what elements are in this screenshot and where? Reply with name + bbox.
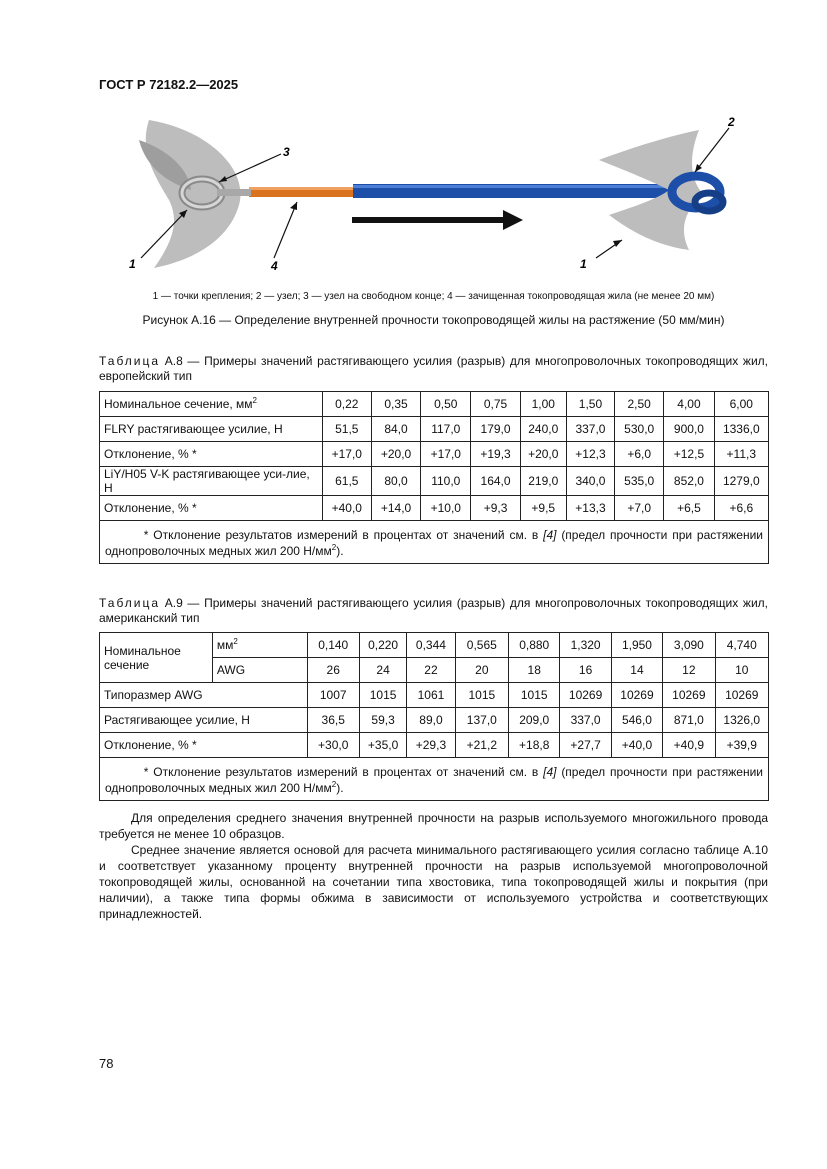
- table-row: [100, 633, 769, 658]
- table-cell: +9,5: [520, 496, 566, 521]
- table-cell: 1326,0: [715, 708, 768, 733]
- table-cell: 179,0: [471, 417, 520, 442]
- note-sup: 2: [331, 543, 337, 552]
- table-cell: 26: [307, 658, 359, 683]
- table-cell: 2,50: [615, 392, 664, 417]
- table-a9: [99, 632, 769, 801]
- table-row: [100, 442, 769, 467]
- table-cell: 0,140: [307, 633, 359, 658]
- table-cell: +6,0: [615, 442, 664, 467]
- table-cell: +27,7: [560, 733, 611, 758]
- table-cell: 14: [611, 658, 662, 683]
- table-cell: 1,950: [611, 633, 662, 658]
- row-label: [100, 417, 323, 442]
- row-label: [100, 442, 323, 467]
- row-label: [100, 467, 323, 496]
- table-cell: 1,00: [520, 392, 566, 417]
- table-cell: 0,565: [455, 633, 508, 658]
- table-cell: +17,0: [322, 442, 371, 467]
- table-cell: 0,880: [509, 633, 560, 658]
- table-cell: 337,0: [560, 708, 611, 733]
- table-cell: 89,0: [407, 708, 455, 733]
- table-cell: 530,0: [615, 417, 664, 442]
- table-cell: +12,3: [566, 442, 614, 467]
- table-cell: 546,0: [611, 708, 662, 733]
- table-cell: 535,0: [615, 467, 664, 496]
- table-row: [100, 467, 769, 496]
- table-cell: 3,090: [663, 633, 715, 658]
- table-a8: [99, 391, 769, 564]
- unit-mm: мм: [216, 638, 234, 652]
- table-cell: 10: [715, 658, 768, 683]
- table-cell: +29,3: [407, 733, 455, 758]
- table-row: [100, 417, 769, 442]
- body-paragraph-2: Среднее значение является основой для расчета минимального растягивающего усилия согласно таблице А.10 и соответствует указанному проценту внутренней прочности на разрыв используемой многопроволочной токопроводящей жилы, основанной на сочетании типа хвостовика, типа токопроводящей жилы и покрытия (при наличии), а также типа формы обжима в зависимости от используемого устройства и соответствующих принадлежностей.: [99, 843, 768, 921]
- table-cell: 0,50: [421, 392, 471, 417]
- table-cell: +17,0: [421, 442, 471, 467]
- row-label-text: FLRY растягивающее усилие, Н: [104, 422, 283, 436]
- table-cell: 18: [509, 658, 560, 683]
- table-cell: 22: [407, 658, 455, 683]
- table-note: [100, 758, 769, 801]
- table-cell: 59,3: [359, 708, 406, 733]
- unit-awg: AWG: [212, 658, 307, 683]
- table-a9-caption: [99, 596, 768, 626]
- table-cell: 0,75: [471, 392, 520, 417]
- table-word: Таблица: [99, 596, 161, 610]
- table-cell: +35,0: [359, 733, 406, 758]
- unit-mm-cell: [212, 633, 307, 658]
- table-cell: 0,35: [371, 392, 420, 417]
- table-note: [100, 521, 769, 564]
- table-cell: 36,5: [307, 708, 359, 733]
- table-row: [100, 733, 769, 758]
- table-cell: 137,0: [455, 708, 508, 733]
- table-cell: 1007: [307, 683, 359, 708]
- table-cell: +13,3: [566, 496, 614, 521]
- table-cell: +39,9: [715, 733, 768, 758]
- table-cell: 337,0: [566, 417, 614, 442]
- table-cell: +14,0: [371, 496, 420, 521]
- table-cell: 84,0: [371, 417, 420, 442]
- table-row: [100, 496, 769, 521]
- table-cell: +10,0: [421, 496, 471, 521]
- row-label: Типоразмер AWG: [100, 683, 308, 708]
- row-label: [100, 392, 323, 417]
- table-row: [100, 392, 769, 417]
- table-cell: +20,0: [371, 442, 420, 467]
- table-cell: +21,2: [455, 733, 508, 758]
- row-label-sup: 2: [252, 396, 257, 405]
- table-cell: +18,8: [509, 733, 560, 758]
- table-cell: 1015: [509, 683, 560, 708]
- table-a8-caption: [99, 354, 768, 384]
- table-row: [100, 708, 769, 733]
- table-cell: 209,0: [509, 708, 560, 733]
- table-cell: +6,6: [714, 496, 768, 521]
- table-cell: 10269: [715, 683, 768, 708]
- table-cell: +11,3: [714, 442, 768, 467]
- table-cell: +12,5: [664, 442, 714, 467]
- table-cell: +40,9: [663, 733, 715, 758]
- pull-direction-arrow: [352, 217, 507, 223]
- note-text: (предел прочности при растяжении однопроволочных медных жил 200 Н/мм: [105, 765, 764, 795]
- table-cell: 10269: [663, 683, 715, 708]
- note-text: * Отклонение результатов измерений в процентах от значений см. в: [143, 765, 544, 779]
- table-cell: 0,220: [359, 633, 406, 658]
- table-cell: 61,5: [322, 467, 371, 496]
- callout-3: 3: [283, 145, 290, 159]
- row-label: Отклонение, % *: [100, 733, 308, 758]
- table-cell: +6,5: [664, 496, 714, 521]
- table-cell: +20,0: [520, 442, 566, 467]
- table-cell: 871,0: [663, 708, 715, 733]
- table-cell: +9,3: [471, 496, 520, 521]
- note-reference: [4]: [543, 765, 557, 779]
- note-text: (предел прочности при растяжении однопроволочных медных жил 200 Н/мм: [105, 528, 764, 558]
- table-word: Таблица: [99, 354, 161, 368]
- table-cell: 219,0: [520, 467, 566, 496]
- note-text: ).: [336, 781, 344, 795]
- table-cell: 12: [663, 658, 715, 683]
- table-cell: 80,0: [371, 467, 420, 496]
- table-a9-caption-text: А.9 — Примеры значений растягивающего усилия (разрыв) для многопроволочных токопроводящих жил, американский тип: [99, 596, 768, 625]
- row-label: [100, 496, 323, 521]
- table-cell: 4,740: [715, 633, 768, 658]
- table-cell: 10269: [611, 683, 662, 708]
- table-row: [100, 683, 769, 708]
- core-stub: [217, 189, 251, 196]
- nominal-section-label: Номинальное сечение: [100, 633, 213, 683]
- table-cell: 340,0: [566, 467, 614, 496]
- callout-1-left: 1: [129, 257, 136, 271]
- table-cell: 1061: [407, 683, 455, 708]
- tensile-test-figure: [99, 110, 769, 285]
- table-cell: 900,0: [664, 417, 714, 442]
- table-cell: 6,00: [714, 392, 768, 417]
- table-cell: 51,5: [322, 417, 371, 442]
- table-cell: 4,00: [664, 392, 714, 417]
- table-cell: 1015: [455, 683, 508, 708]
- row-label-text: Отклонение, % *: [104, 501, 197, 515]
- document-code: ГОСТ Р 72182.2—2025: [99, 77, 239, 92]
- table-cell: 20: [455, 658, 508, 683]
- callout-1-right: 1: [580, 257, 587, 271]
- table-cell: +40,0: [611, 733, 662, 758]
- table-cell: +40,0: [322, 496, 371, 521]
- table-note-row: [100, 521, 769, 564]
- table-cell: 1015: [359, 683, 406, 708]
- row-label-text: Номинальное сечение, мм: [104, 397, 253, 411]
- row-label-text: Отклонение, % *: [104, 447, 197, 461]
- table-cell: 852,0: [664, 467, 714, 496]
- callout-4: 4: [271, 259, 278, 273]
- note-text: * Отклонение результатов измерений в процентах от значений см. в: [143, 528, 544, 542]
- figure-legend: 1 — точки крепления; 2 — узел; 3 — узел на свободном конце; 4 — зачищенная токопроводящая жила (не менее 20 мм): [152, 291, 715, 302]
- table-cell: 10269: [560, 683, 611, 708]
- body-paragraph-1: Для определения среднего значения внутренней прочности на разрыв используемого многожильного провода требуется не менее 10 образцов.: [99, 811, 768, 841]
- table-note-row: [100, 758, 769, 801]
- table-cell: 164,0: [471, 467, 520, 496]
- table-cell: 24: [359, 658, 406, 683]
- callout-2: 2: [728, 115, 735, 129]
- table-cell: 110,0: [421, 467, 471, 496]
- table-cell: 0,22: [322, 392, 371, 417]
- note-text: ).: [336, 544, 344, 558]
- page-number: 78: [99, 1056, 114, 1071]
- table-cell: +30,0: [307, 733, 359, 758]
- row-label-text: LiY/H05 V-K растягивающее уси-лие, Н: [104, 467, 310, 495]
- note-sup: 2: [331, 780, 337, 789]
- figure-title: Рисунок А.16 — Определение внутренней прочности токопроводящей жилы на растяжение (50 мм/мин): [142, 313, 725, 327]
- table-cell: 0,344: [407, 633, 455, 658]
- table-cell: 240,0: [520, 417, 566, 442]
- row-label: Растягивающее усилие, Н: [100, 708, 308, 733]
- table-a8-caption-text: А.8 — Примеры значений растягивающего усилия (разрыв) для многопроволочных токопроводящих жил, европейский тип: [99, 354, 768, 383]
- table-cell: 16: [560, 658, 611, 683]
- table-cell: 1,50: [566, 392, 614, 417]
- table-cell: +7,0: [615, 496, 664, 521]
- table-cell: 1,320: [560, 633, 611, 658]
- table-cell: 117,0: [421, 417, 471, 442]
- table-cell: 1279,0: [714, 467, 768, 496]
- unit-mm-sup: 2: [233, 637, 238, 646]
- table-cell: +19,3: [471, 442, 520, 467]
- note-reference: [4]: [543, 528, 557, 542]
- table-cell: 1336,0: [714, 417, 768, 442]
